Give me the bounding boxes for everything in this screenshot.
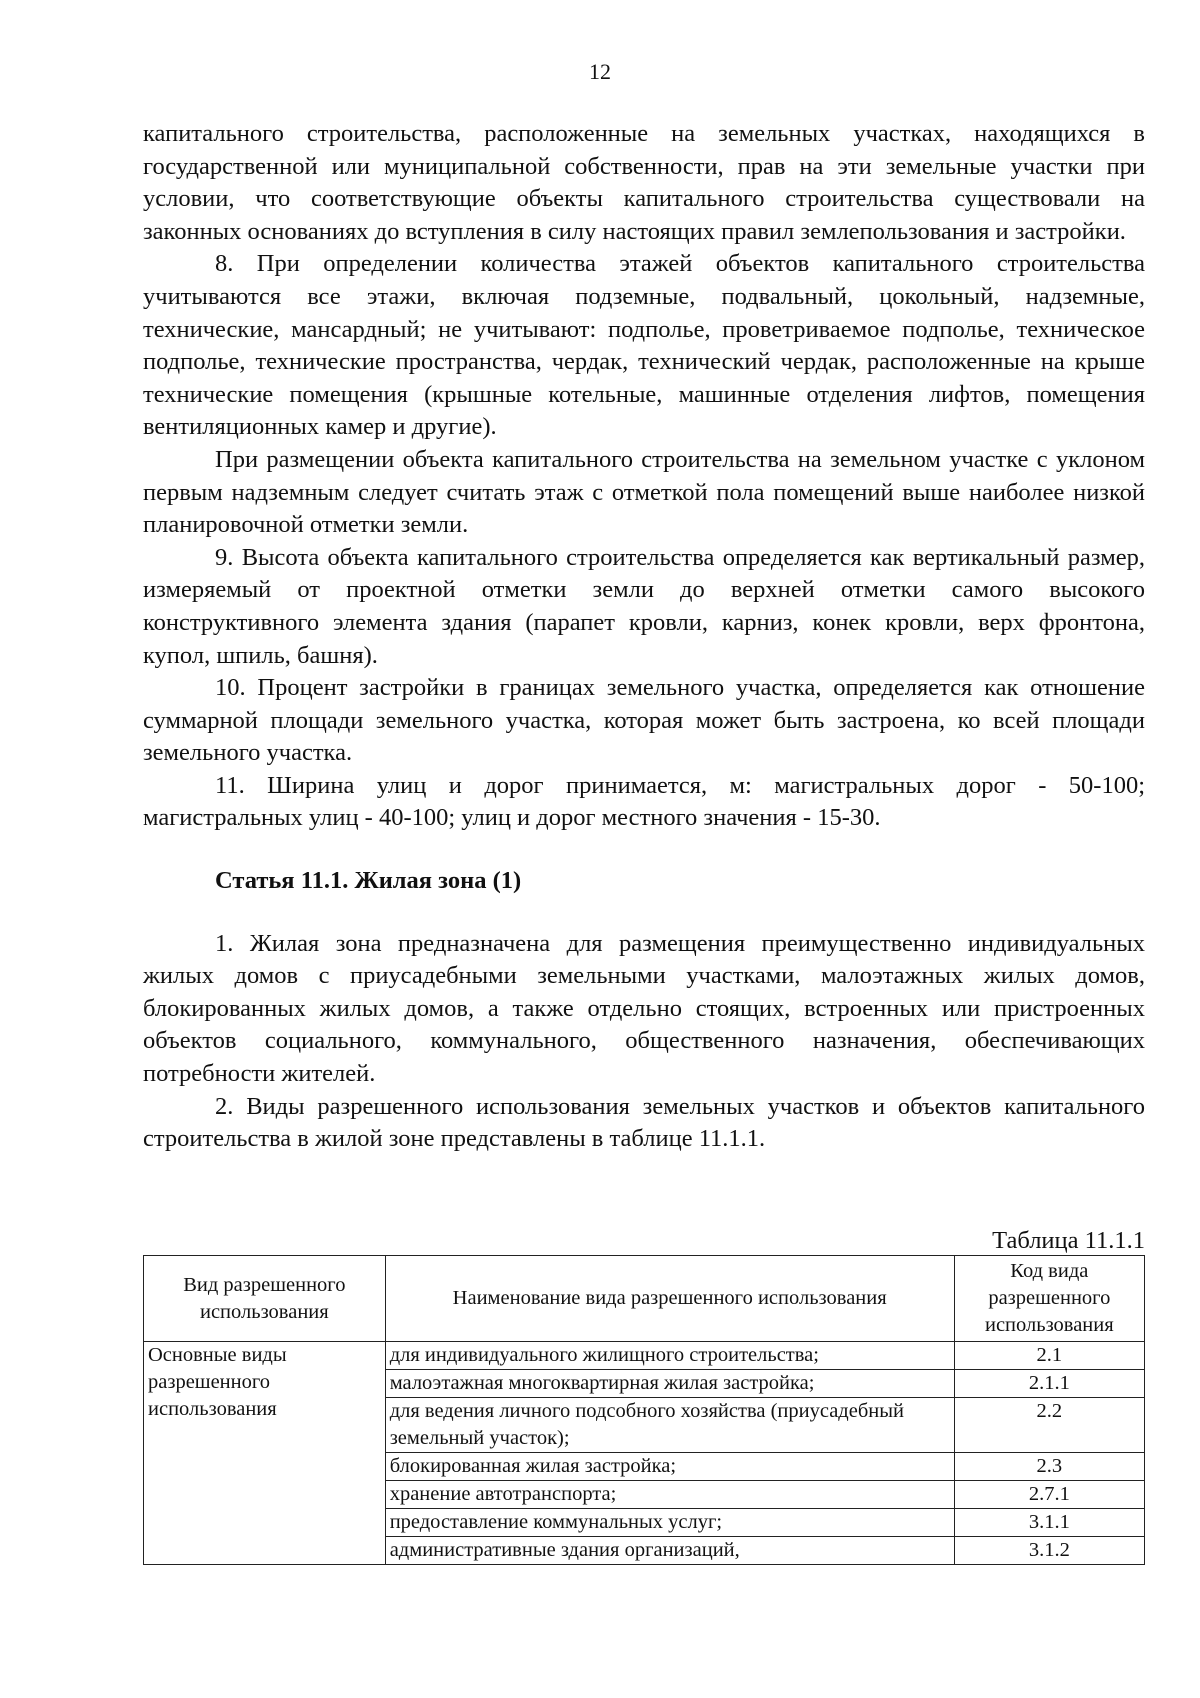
paragraph: При размещении объекта капитального строительства на земельном участке с уклоном первым надземным следует считать этаж с отметкой пола помещений выше наиболее низкой планировочной отметки земли. — [143, 445, 1145, 539]
group-label: Основные виды разрешенного использования — [144, 1342, 386, 1565]
use-code-cell: 2.1.1 — [954, 1370, 1144, 1398]
document-body — [143, 118, 1145, 1156]
paragraph: 2. Виды разрешенного использования земельных участков и объектов капитального строительства в жилой зоне представлены в таблице 11.1.1. — [143, 1092, 1145, 1153]
header-use-name: Наименование вида разрешенного использования — [385, 1256, 954, 1342]
table-header-row — [144, 1256, 1145, 1342]
use-code-cell: 2.1 — [954, 1342, 1144, 1370]
use-name-cell: блокированная жилая застройка; — [385, 1453, 954, 1481]
paragraph: 11. Ширина улиц и дорог принимается, м: магистральных дорог - 50-100; магистральных улиц - 40-100; улиц и дорог местного значения - 15-30. — [143, 771, 1145, 832]
use-name-cell: предоставление коммунальных услуг; — [385, 1509, 954, 1537]
paragraph: 8. При определении количества этажей объектов капитального строительства учитываются все этажи, включая подземные, подвальный, цокольный, надземные, технические, мансардный; не учитывают: подполье, проветриваемое подполье, техническое подполье, технические пространства, чердак, технический чердак, расположенные на крыше технические помещения (крышные котельные, машинные отделения лифтов, помещения вентиляционных камер и другие). — [143, 250, 1145, 441]
table-row — [144, 1342, 1145, 1370]
land-use-table — [143, 1255, 1145, 1565]
use-name-cell: хранение автотранспорта; — [385, 1481, 954, 1509]
paragraph: 1. Жилая зона предназначена для размещения преимущественно индивидуальных жилых домов с приусадебными земельными участками, малоэтажных жилых домов, блокированных жилых домов, а также отдельно стоящих, встроенных или пристроенных объектов социального, коммунального, общественного назначения, обеспечивающих потребности жителей. — [143, 929, 1145, 1088]
header-use-type: Вид разрешенного использования — [144, 1256, 386, 1342]
use-name-cell: для ведения личного подсобного хозяйства (приусадебный земельный участок); — [385, 1398, 954, 1453]
paragraph: 9. Высота объекта капитального строительства определяется как вертикальный размер, измеряемый от проектной отметки земли до верхней отметки самого высокого конструктивного элемента здания (парапет кровли, карниз, конек кровли, верх фронтона, купол, шпиль, башня). — [143, 543, 1145, 669]
use-code-cell: 3.1.2 — [954, 1537, 1144, 1565]
use-code-cell: 2.7.1 — [954, 1481, 1144, 1509]
use-name-cell: малоэтажная многоквартирная жилая застройка; — [385, 1370, 954, 1398]
use-name-cell: для индивидуального жилищного строительства; — [385, 1342, 954, 1370]
paragraph: 10. Процент застройки в границах земельного участка, определяется как отношение суммарной площади земельного участка, которая может быть застроена, ко всей площади земельного участка. — [143, 674, 1145, 767]
header-use-code: Код вида разрешенного использования — [954, 1256, 1144, 1342]
table-caption: Таблица 11.1.1 — [992, 1227, 1145, 1254]
paragraph: капитального строительства, расположенные на земельных участках, находящихся в государственной или муниципальной собственности, прав на эти земельные участки при условии, что соответствующие объекты капитального строительства существовали на законных основаниях до вступления в силу настоящих правил землепользования и застройки. — [143, 120, 1145, 245]
paragraphs-bottom — [143, 928, 1145, 1156]
page-number: 12 — [589, 59, 611, 84]
use-code-cell: 3.1.1 — [954, 1509, 1144, 1537]
use-code-cell: 2.2 — [954, 1398, 1144, 1453]
paragraphs-top — [143, 118, 1145, 835]
use-code-cell: 2.3 — [954, 1453, 1144, 1481]
use-name-cell: административные здания организаций, — [385, 1537, 954, 1565]
article-heading: Статья 11.1. Жилая зона (1) — [215, 867, 522, 895]
